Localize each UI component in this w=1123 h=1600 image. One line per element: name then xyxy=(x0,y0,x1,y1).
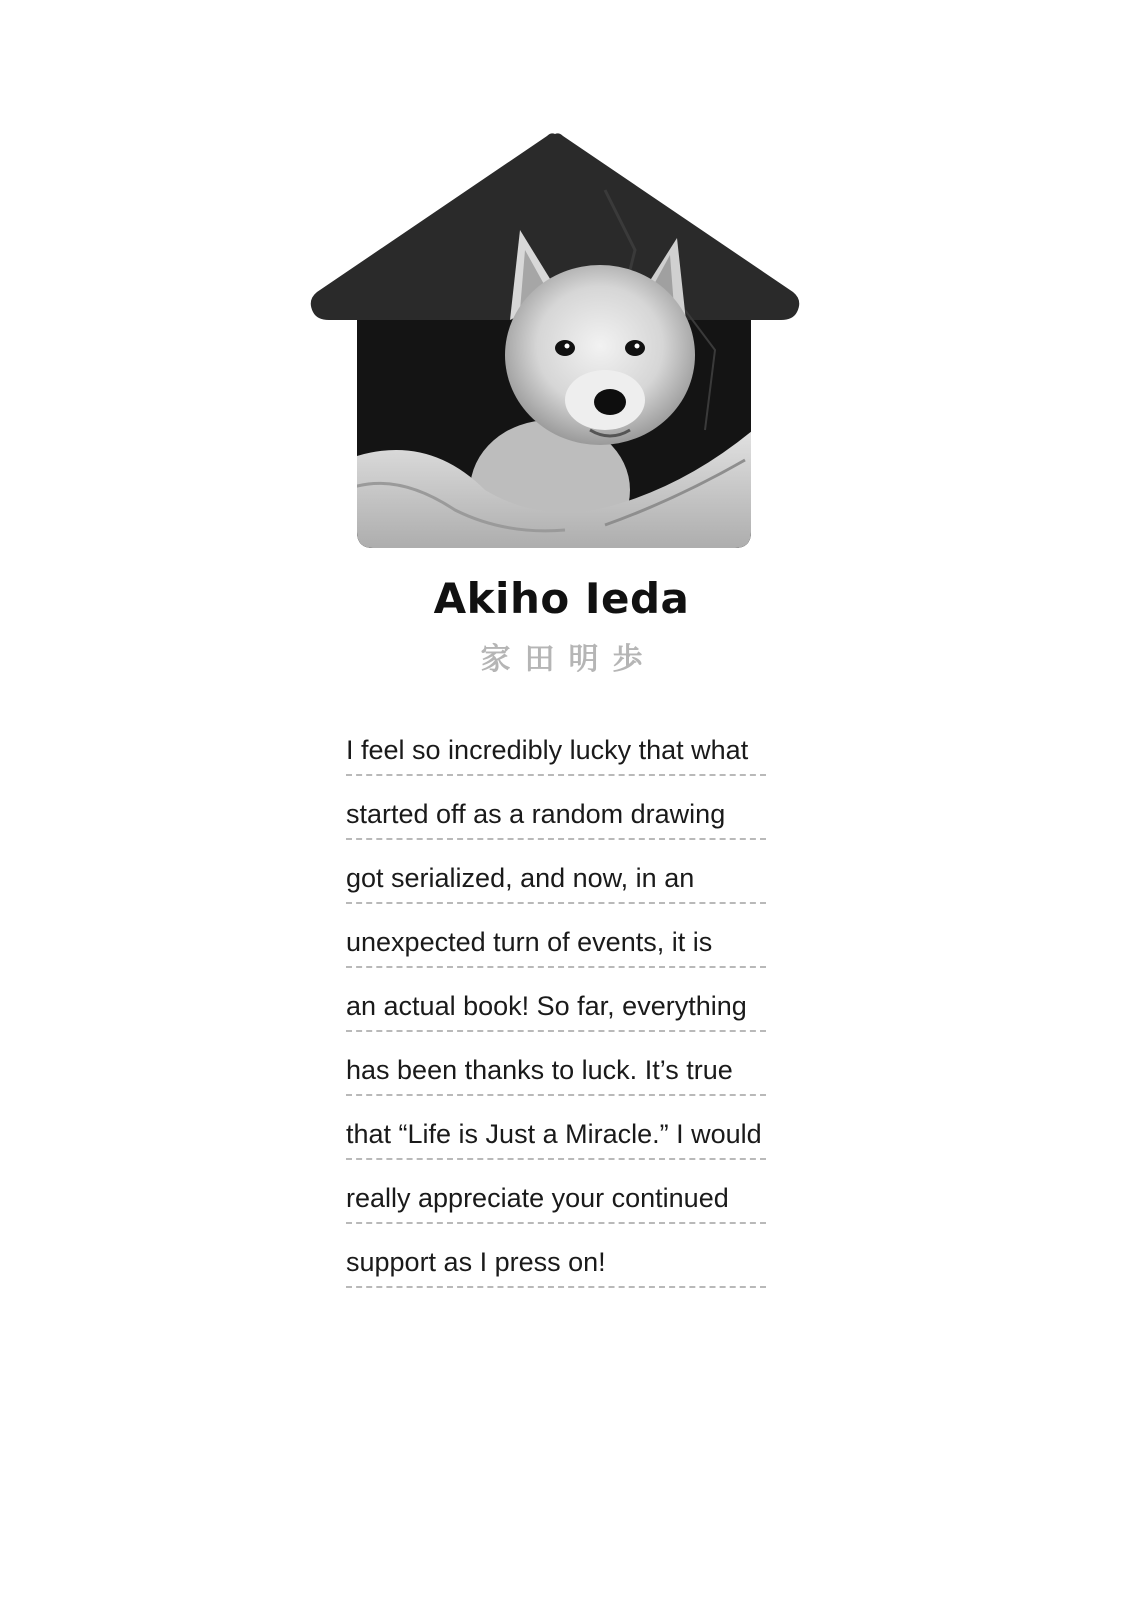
message-line: really appreciate your continued xyxy=(346,1160,766,1224)
message-line: that “Life is Just a Miracle.” I would xyxy=(346,1096,766,1160)
message-line: unexpected turn of events, it is xyxy=(346,904,766,968)
message-line: started off as a random drawing xyxy=(346,776,766,840)
house-photo-frame xyxy=(305,130,805,560)
author-photo xyxy=(305,130,805,560)
message-line: an actual book! So far, everything xyxy=(346,968,766,1032)
message-line: got serialized, and now, in an xyxy=(346,840,766,904)
message-line: has been thanks to luck. It’s true xyxy=(346,1032,766,1096)
author-name-japanese: 家田明歩 xyxy=(480,642,657,677)
message-line: support as I press on! xyxy=(346,1224,766,1288)
author-name: Akiho Ieda xyxy=(433,574,690,623)
message-line: I feel so incredibly lucky that what xyxy=(346,712,766,776)
author-message xyxy=(346,712,766,1288)
